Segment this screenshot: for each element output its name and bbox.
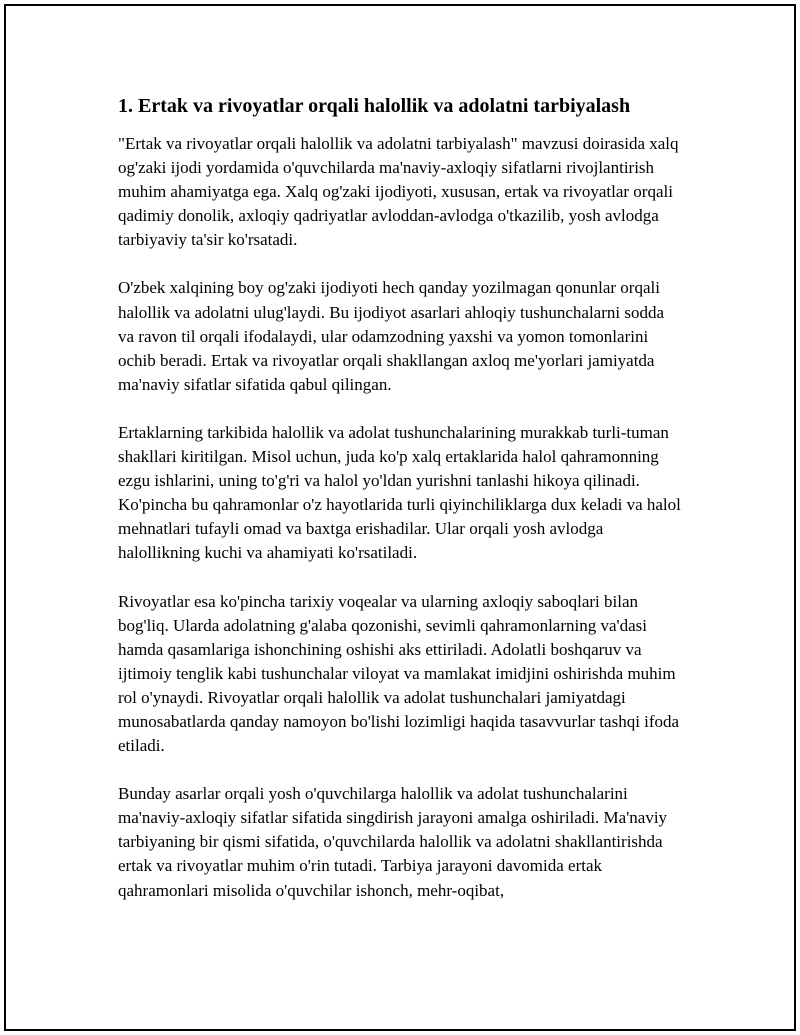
- paragraph-5: Bunday asarlar orqali yosh o'quvchilarga halollik va adolat tushunchalarini ma'naviy-axloqiy sifatlar sifatida singdirish jarayoni amalga oshiriladi. Ma'naviy tarbiyaning bir qismi sifatida, o'quvchilarda halollik va adolatni shakllantirishda ertak va rivoyatlar muhim o'rin tutadi. Tarbiya jarayoni davomida ertak qahramonlari misolida o'quvchilar ishonch, mehr-oqibat,: [118, 784, 668, 900]
- paragraph-2: O'zbek xalqining boy og'zaki ijodiyoti hech qanday yozilmagan qonunlar orqali halollik va adolatni ulug'laydi. Bu ijodiyot asarlari ahloqiy tushunchalarni sodda va ravon til orqali ifodalaydi, ular odamzodning yaxshi va yomon tomonlarini ochib beradi. Ertak va rivoyatlar orqali shakllangan axloq me'yorlari jamiyatda ma'naviy sifatlar sifatida qabul qilingan.: [118, 278, 665, 394]
- section-heading: 1. Ertak va rivoyatlar orqali halollik va adolatni tarbiyalash: [118, 95, 631, 117]
- paragraph-4: Rivoyatlar esa ko'pincha tarixiy voqealar va ularning axloqiy saboqlari bilan bog'liq. Ularda adolatning g'alaba qozonishi, sevimli qahramonlarning va'dasi hamda qasamlariga ishonchining oshishi aks ettiriladi. Adolatli boshqaruv va ijtimoiy tenglik kabi tushunchalar viloyat va mamlakat imidjini oshirishda muhim rol o'ynaydi. Rivoyatlar orqali halollik va adolat tushunchalari jamiyatdagi munosabatlarda qanday namoyon bo'lishi lozimligi haqida tasavvurlar tashqi ifoda etiladi.: [118, 591, 680, 756]
- paragraph-1: "Ertak va rivoyatlar orqali halollik va adolatni tarbiyalash" mavzusi doirasida xalq og'zaki ijodi yordamida o'quvchilarda ma'naviy-axloqiy sifatlarni rivojlantirish muhim ahamiyatga ega. Xalq og'zaki ijodiyoti, xususan, ertak va rivoyatlar orqali qadimiy donolik, axloqiy qadriyatlar avloddan-avlodga o'tkazilib, yosh avlodga tarbiyaviy ta'sir ko'rsatadi.: [118, 134, 679, 250]
- document-body: [118, 92, 683, 927]
- paragraph-3: Ertaklarning tarkibida halollik va adolat tushunchalarining murakkab turli-tuman shakllari kiritilgan. Misol uchun, juda ko'p xalq ertaklarida halol qahramonning ezgu ishlarini, uning to'g'ri va halol yo'ldan yurishni tanlashi hikoya qilinadi. Ko'pincha bu qahramonlar o'z hayotlarida turli qiyinchiliklarga dux keladi va halol mehnatlari tufayli omad va baxtga erishadilar. Ular orqali yosh avlodga halollikning kuchi va ahamiyati ko'rsatiladi.: [118, 422, 681, 563]
